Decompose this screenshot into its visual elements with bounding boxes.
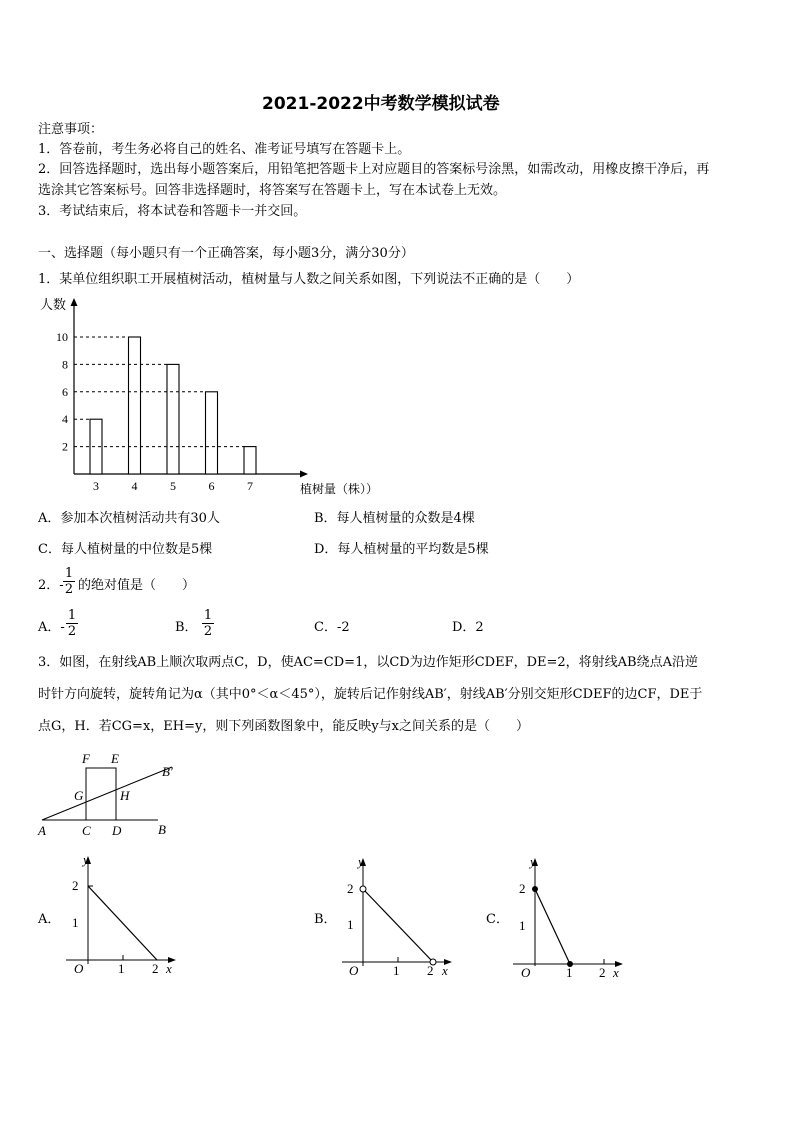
label-c: C bbox=[82, 823, 91, 838]
graph-a-origin: O bbox=[74, 961, 84, 976]
q1-bar bbox=[244, 447, 256, 474]
page-title: 2021-2022中考数学模拟试卷 bbox=[262, 94, 500, 114]
graph-c-tick-x1: 1 bbox=[566, 965, 573, 980]
label-b: B bbox=[158, 822, 166, 837]
q1-option-a: A．参加本次植树活动共有30人 bbox=[38, 511, 220, 526]
graph-c-segment bbox=[535, 889, 570, 964]
q2-option-d: D．2 bbox=[452, 620, 484, 635]
notice-line-1: 1．答卷前，考生务必将自己的姓名、准考证号填写在答题卡上。 bbox=[38, 142, 411, 157]
q1-x-tick-label: 4 bbox=[131, 479, 138, 493]
q1-y-tick-label: 2 bbox=[62, 439, 68, 454]
graph-c-tick-y1: 1 bbox=[519, 918, 526, 933]
q2-suffix: 的绝对值是（ ） bbox=[78, 578, 196, 593]
q3-option-c-label: C． bbox=[486, 912, 509, 927]
graph-b-tick-x2: 2 bbox=[427, 963, 434, 978]
q2-option-c: C．-2 bbox=[314, 620, 350, 635]
label-f: F bbox=[82, 751, 90, 766]
graph-a-segment bbox=[88, 886, 157, 960]
ray-ab-prime bbox=[42, 767, 172, 820]
graph-b-segment bbox=[363, 889, 433, 962]
graph-b-open-point-top bbox=[360, 886, 366, 892]
graph-b-x-label: x bbox=[442, 963, 448, 978]
q3-graph-b bbox=[336, 852, 461, 980]
graph-a-tick-x1: 1 bbox=[118, 961, 125, 976]
q2-option-b-den: 2 bbox=[203, 624, 213, 639]
graph-a-tick-x2: 2 bbox=[152, 961, 159, 976]
q1-bar bbox=[167, 364, 179, 474]
q3-graph-c bbox=[507, 852, 632, 980]
graph-a-tick-y2: 2 bbox=[72, 878, 79, 893]
q2-option-b-num: 1 bbox=[203, 608, 213, 623]
q1-y-label: 人数 bbox=[40, 297, 67, 312]
q2-option-b-label: B． bbox=[175, 620, 198, 635]
label-b-prime: B′ bbox=[162, 764, 173, 779]
graph-c-x-label: x bbox=[613, 965, 619, 980]
q3-stem-line-3: 点G，H．若CG=x，EH=y，则下列函数图象中，能反映y与x之间关系的是（ ） bbox=[38, 719, 530, 734]
q1-x-tick-label: 7 bbox=[247, 479, 253, 493]
label-e: E bbox=[111, 751, 119, 766]
graph-c-origin: O bbox=[521, 965, 531, 980]
q2-option-a-den: 2 bbox=[67, 624, 77, 639]
label-d: D bbox=[112, 823, 122, 838]
graph-a-tick-y1: 1 bbox=[72, 915, 79, 930]
q1-bar bbox=[129, 337, 141, 474]
q1-y-tick-label: 10 bbox=[56, 330, 68, 344]
q3-geometry-figure bbox=[34, 748, 194, 840]
rectangle-cdef bbox=[86, 768, 116, 820]
q1-option-d: D．每人植树量的平均数是5棵 bbox=[314, 542, 489, 557]
graph-b-tick-y2: 2 bbox=[347, 881, 354, 896]
q1-y-tick-label: 6 bbox=[62, 384, 68, 399]
graph-a-x-label: x bbox=[166, 961, 172, 976]
q1-option-b: B．每人植树量的众数是4棵 bbox=[314, 511, 475, 526]
graph-a-y-label: y bbox=[83, 852, 89, 867]
q3-stem-line-2: 时针方向旋转，旋转角记为α（其中0°＜α＜45°），旋转后记作射线AB′，射线AB′分别交矩形CDEF的边CF，DE于 bbox=[38, 687, 703, 702]
q1-y-arrow bbox=[71, 298, 78, 306]
notice-heading: 注意事项： bbox=[38, 122, 104, 137]
q1-bar-chart bbox=[30, 292, 410, 504]
graph-b-y-label: y bbox=[358, 854, 364, 869]
graph-c-solid-point-top bbox=[532, 886, 538, 892]
q2-option-a-num: 1 bbox=[67, 608, 77, 623]
graph-b-tick-y1: 1 bbox=[347, 917, 354, 932]
q2-fraction-num: 1 bbox=[64, 566, 74, 581]
q1-y-tick-label: 8 bbox=[62, 357, 68, 372]
section-heading: 一、选择题（每小题只有一个正确答案，每小题3分，满分30分） bbox=[38, 246, 414, 261]
graph-b-tick-x1: 1 bbox=[393, 963, 400, 978]
q2-fraction-den: 2 bbox=[64, 582, 74, 597]
q1-bar bbox=[206, 392, 218, 474]
q2-option-a-fraction bbox=[66, 608, 78, 639]
notice-line-2a: 2．回答选择题时，选出每小题答案后，用铅笔把答题卡上对应题目的答案标号涂黑，如需改动，用橡皮擦干净后，再 bbox=[38, 162, 710, 177]
q2-fraction bbox=[63, 566, 75, 597]
graph-c-tick-x2: 2 bbox=[599, 965, 606, 980]
q3-option-b-label: B． bbox=[314, 912, 337, 927]
notice-line-3: 3．考试结束后，将本试卷和答题卡一并交回。 bbox=[38, 204, 307, 219]
label-h: H bbox=[120, 788, 130, 803]
q1-y-tick-label: 4 bbox=[62, 412, 68, 427]
q3-option-a-label: A． bbox=[38, 912, 61, 927]
graph-b-origin: O bbox=[349, 963, 359, 978]
q1-x-tick-label: 3 bbox=[93, 479, 99, 493]
q1-x-tick-label: 6 bbox=[208, 479, 215, 493]
label-a: A bbox=[38, 823, 46, 838]
q1-option-c: C．每人植树量的中位数是5棵 bbox=[38, 542, 213, 557]
q1-x-arrow bbox=[300, 471, 308, 478]
q3-graph-a bbox=[60, 852, 185, 980]
q1-x-tick-label: 5 bbox=[170, 479, 176, 493]
q1-x-label: 植树量（株）） bbox=[300, 482, 379, 496]
q2-option-b-fraction bbox=[202, 608, 214, 639]
graph-c-y-label: y bbox=[530, 854, 536, 869]
q1-stem: 1．某单位组织职工开展植树活动，植树量与人数之间关系如图，下列说法不正确的是（ ） bbox=[38, 272, 580, 287]
q2-prefix: 2．- bbox=[38, 578, 64, 593]
notice-line-2b: 选涂其它答案标号。回答非选择题时，将答案写在答题卡上，写在本试卷上无效。 bbox=[38, 183, 507, 198]
q2-option-a-label: A．- bbox=[38, 620, 65, 635]
q3-stem-line-1: 3．如图，在射线AB上顺次取两点C，D，使AC=CD=1，以CD为边作矩形CDEF，DE=2，将射线AB绕点A沿逆 bbox=[38, 655, 698, 670]
label-g: G bbox=[74, 788, 84, 803]
graph-c-tick-y2: 2 bbox=[519, 881, 526, 896]
